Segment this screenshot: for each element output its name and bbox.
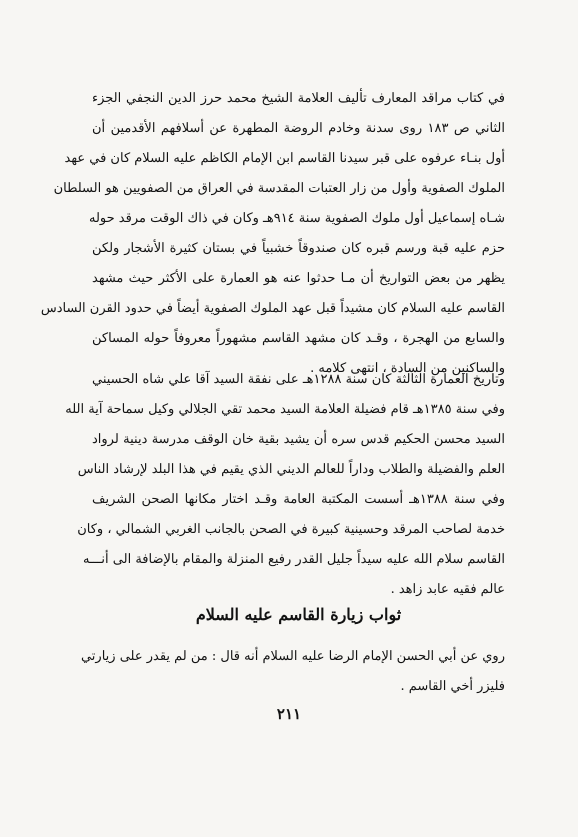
text-line: وفي سنة ١٣٨٥هـ قام فضيلة العلامة السيد محمد تقي الجلالي وكيل سماحة آية الله: [65, 402, 505, 417]
paragraph-history-first-building: [40, 84, 505, 384]
text-line: عالم فقيه عابد زاهد .: [390, 582, 505, 597]
text-line: فليزر أخي القاسم .: [400, 679, 505, 694]
text-line: الثاني ص ١٨٣ روى سدنة وخادم الروضة المطهرة عن أسلافهم الأقدمين أن: [92, 121, 505, 136]
text-line: روي عن أبي الحسن الإمام الرضا عليه السلام أنه قال : من لم يقدر على زيارتي: [80, 649, 505, 664]
text-line: وتاريخ العمارة الثالثة كان سنة ١٢٨٨هـ على نفقة السيد آقا علي شاه الحسيني: [92, 372, 505, 387]
text-line: والساكنين من السادة ، انتهى كلامه .: [310, 361, 505, 376]
text-line: وفي سنة ١٣٨٨هـ أسست المكتبة العامة وقـد اختار مكانها الصحن الشريف: [92, 492, 505, 507]
text-line: حزم عليه قبة ورسم قبره كان صندوقاً خشبياً في بستان كثيرة الأشجار ولكن: [92, 241, 505, 256]
text-line: والسابع من الهجرة ، وقـد كان مشهد القاسم مشهوراً معروفاً حوله المساكن: [92, 331, 505, 346]
text-line: القاسم عليه السلام كان مشيداً قبل عهد الملوك الصفوية أيضاً في حدود القرن السادس: [40, 301, 505, 316]
text-line: السيد محسن الحكيم قدس سره أن يشيد بقية خان الوقف مدرسة دينية لرواد: [92, 432, 505, 447]
text-line: خدمة لصاحب المرقد وحسينية كبيرة في الصحن بالجانب الغربي الشمالي ، وكان: [77, 522, 505, 537]
text-line: في كتاب مراقد المعارف تأليف العلامة الشيخ محمد حرز الدين النجفي الجزء: [92, 91, 505, 106]
page-number: ٢١١: [276, 705, 302, 723]
section-heading: ثواب زيارة القاسم عليه السلام: [195, 605, 402, 624]
text-line: العلم والفضيلة والطلاب وداراً للعالم الديني الذي يقيم في هذا البلد لإرشاد الناس: [77, 462, 505, 477]
text-line: القاسم سلام الله عليه سيداً جليل القدر رفيع المنزلة والمقام بالإضافة الى أنـــه: [83, 552, 505, 567]
text-line: أول بنـاء عرفوه على قبر سيدنا القاسم ابن الإمام الكاظم عليه السلام كان في عهد: [64, 151, 505, 166]
paragraph-visitation-reward: [80, 642, 505, 702]
text-line: شـاه إسماعيل أول ملوك الصفوية سنة ٩١٤هـ وكان في ذاك الوقت مرقد حوله: [88, 211, 505, 226]
text-line: الملوك الصفوية وأول من زار العتبات المقدسة في العراق من الصفويين هو السلطان: [53, 181, 505, 196]
text-line: يظهر من بعض التواريخ أن مـا حدثوا عنه هو العمارة على الأكثر حيث مشهد: [92, 271, 505, 286]
paragraph-third-building: [65, 365, 505, 605]
